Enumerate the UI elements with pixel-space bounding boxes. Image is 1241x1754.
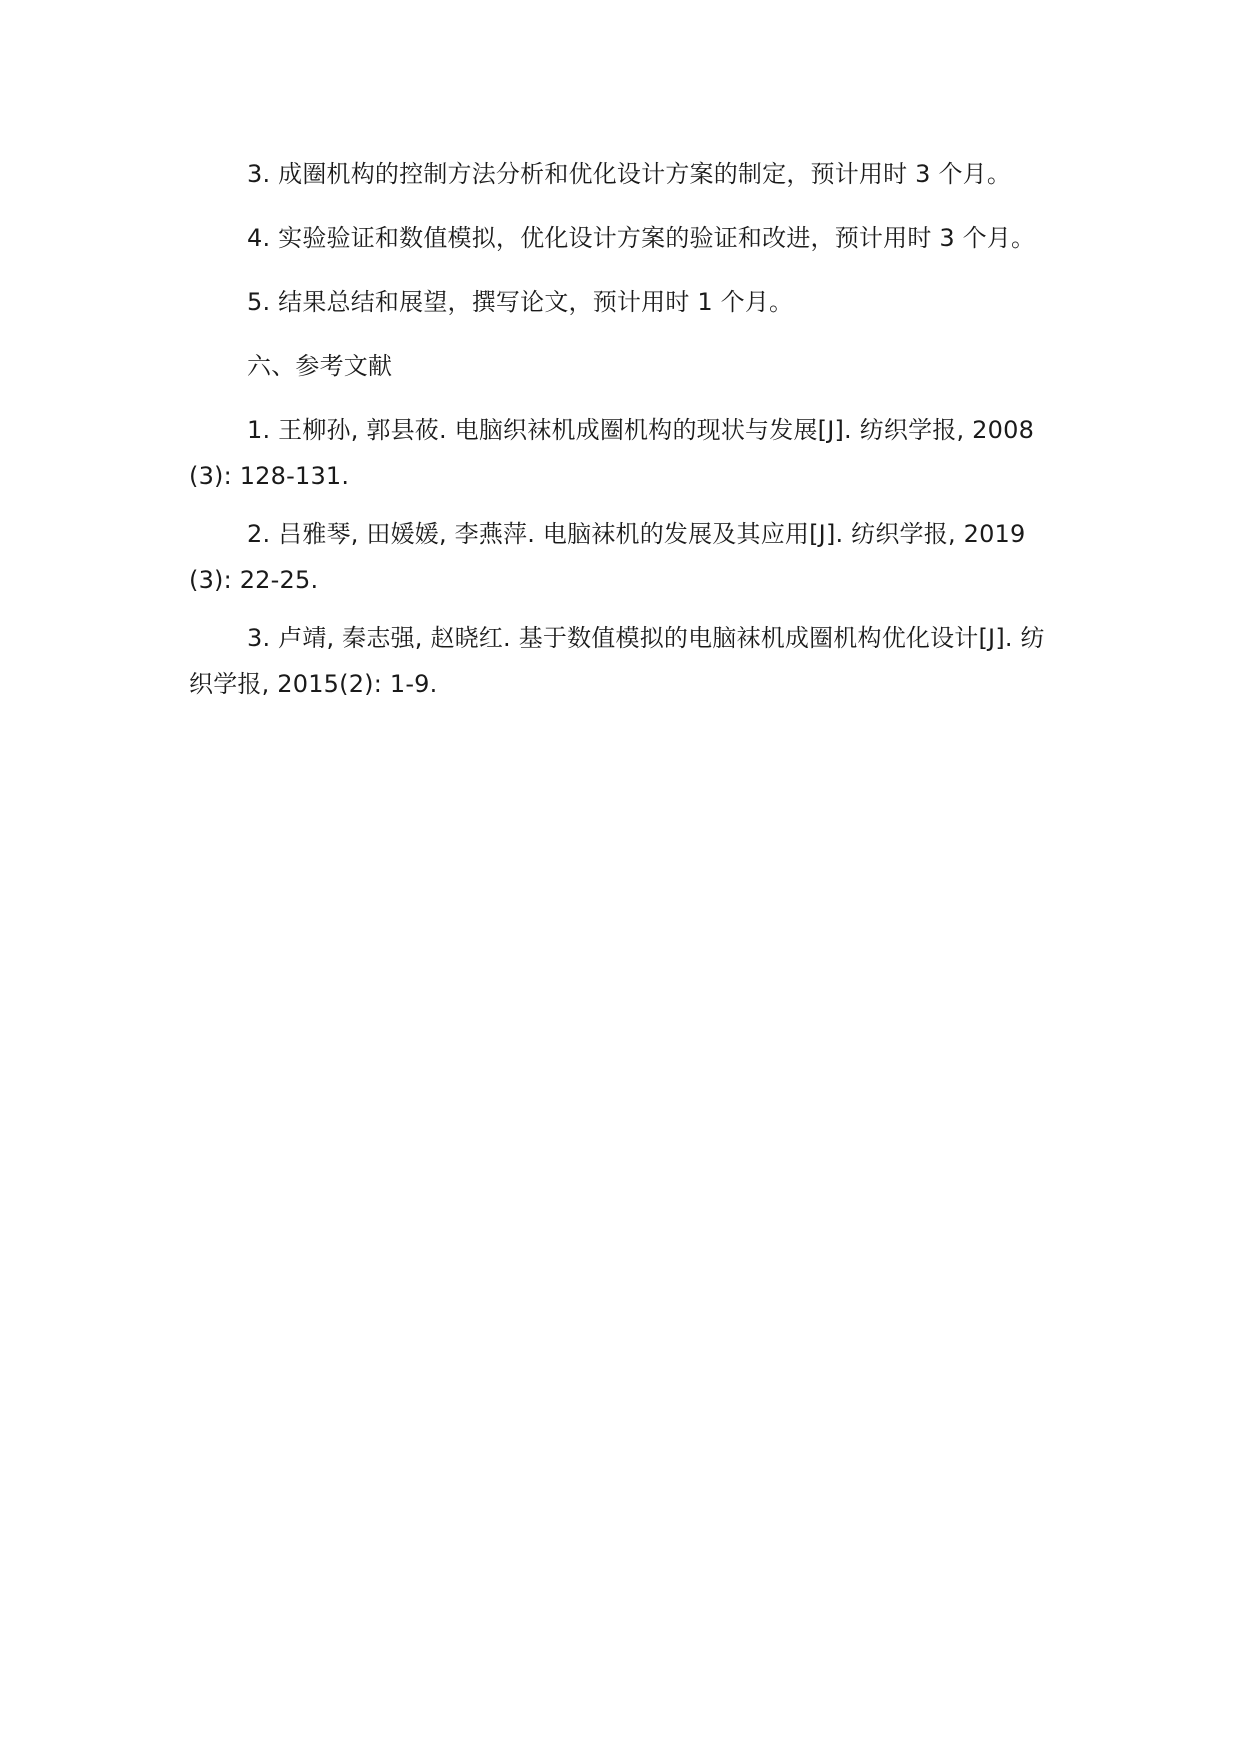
document-body: [189, 151, 1049, 707]
plan-item-3: 3. 成圈机构的控制方法分析和优化设计方案的制定，预计用时 3 个月。: [247, 160, 1012, 188]
reference-item-3: 3. 卢靖, 秦志强, 赵晓红. 基于数值模拟的电脑袜机成圈机构优化设计[J]. 纺织学报, 2015(2): 1-9.: [189, 624, 1045, 698]
reference-item-1: 1. 王柳孙, 郭县莜. 电脑织袜机成圈机构的现状与发展[J]. 纺织学报, 2008(3): 128-131.: [189, 416, 1035, 490]
plan-item-4: 4. 实验验证和数值模拟，优化设计方案的验证和改进，预计用时 3 个月。: [247, 224, 1036, 252]
plan-item-5: 5. 结果总结和展望，撰写论文，预计用时 1 个月。: [247, 288, 794, 316]
section-heading-references: 六、参考文献: [247, 352, 393, 380]
reference-item-2: 2. 吕雅琴, 田媛媛, 李燕萍. 电脑袜机的发展及其应用[J]. 纺织学报, 2019(3): 22-25.: [189, 520, 1026, 594]
